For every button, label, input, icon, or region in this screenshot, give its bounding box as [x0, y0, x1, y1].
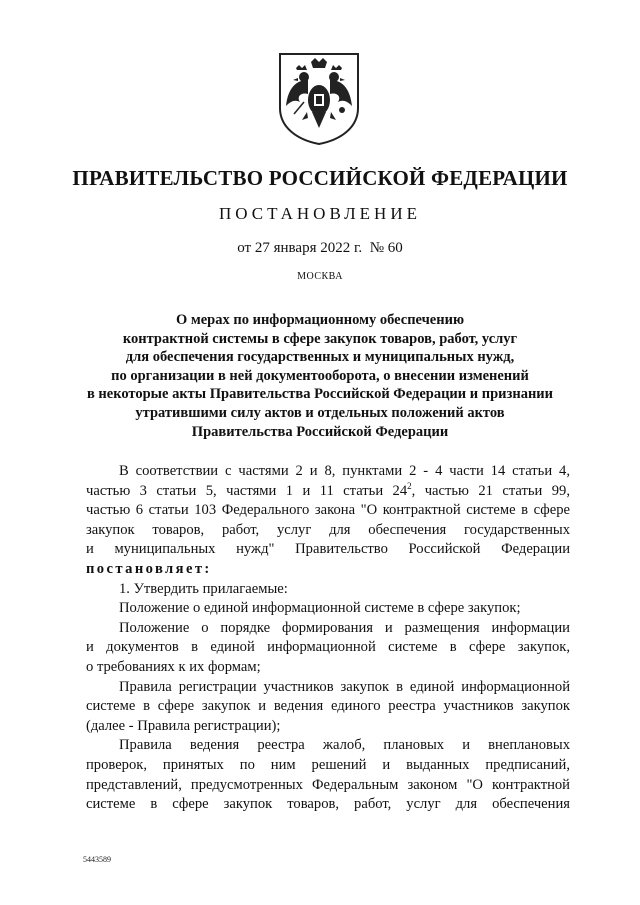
heading-line: в некоторые акты Правительства Российской Федерации и признании [86, 386, 554, 403]
body-line-text: системе в сфере закупок и ведения единого реестра участников закупок [86, 698, 570, 715]
body-line [86, 560, 570, 580]
body-line-text-part: частью 3 статьи 5, частями 1 и 11 статьи 24 [86, 482, 408, 499]
body-line-text: частью 6 статьи 103 Федерального закона "О контрактной системе в сфере [86, 502, 570, 519]
body-line-text: проверок, принятых по ним решений и выданных предписаний, [86, 756, 570, 773]
body-line [86, 717, 570, 737]
body-line [86, 462, 570, 482]
document-date-line [0, 240, 640, 257]
body-line [86, 482, 570, 502]
body-line [86, 521, 570, 541]
heading-line: по организации в ней документооборота, о внесении изменений [111, 367, 529, 384]
body-line-text: Правила ведения реестра жалоб, плановых и внеплановых [119, 737, 570, 754]
heading-line: утратившими силу актов и отдельных положений актов [135, 404, 505, 421]
body-line-text: В соответствии с частями 2 и 8, пунктами 2 - 4 части 14 статьи 4, [119, 463, 570, 479]
body-line-text: представлений, предусмотренных Федеральным законом "О контрактной [86, 776, 570, 793]
body-line [86, 756, 570, 776]
body-line-text [86, 482, 570, 502]
body-line-text: и документов в единой информационной системе в сфере закупок, [86, 639, 570, 656]
body-line [86, 736, 570, 756]
body-line [86, 776, 570, 796]
body-line [86, 619, 570, 639]
document-date: от 27 января 2022 г. [237, 240, 363, 256]
document-number: 60 [387, 240, 403, 256]
document-heading [60, 311, 580, 441]
heading-line: для обеспечения государственных и муниципальных нужд, [125, 349, 515, 366]
document-number-sign: № [369, 240, 384, 256]
body-line-text: системе в сфере закупок товаров, работ, услуг для обеспечения [86, 796, 570, 813]
body-line-text: и муниципальных нужд" Правительство Российской Федерации [86, 541, 570, 558]
body-line [86, 599, 570, 619]
body-line-text: Правила регистрации участников закупок в единой информационной [119, 678, 570, 695]
body-line-text: о требованиях к их формам; [86, 658, 261, 675]
body-line [86, 658, 570, 678]
body-line [86, 540, 570, 560]
document-type: ПОСТАНОВЛЕНИЕ [218, 204, 421, 223]
heading-line: О мерах по информационному обеспечению [175, 312, 465, 328]
body-line [86, 678, 570, 698]
superscript: 2 [407, 480, 412, 491]
city: МОСКВА [297, 271, 343, 282]
body-line [86, 795, 570, 815]
body-line-text: Положение о порядке формирования и размещения информации [119, 619, 570, 636]
heading-line: контрактной системы в сфере закупок товаров, работ, услуг [122, 330, 518, 347]
decree-word: постановляет: [86, 560, 212, 577]
body-line-text: Положение о единой информационной системе в сфере закупок; [119, 600, 521, 617]
document-code: 5443589 [83, 855, 111, 864]
coat-of-arms-icon [274, 50, 364, 146]
heading-line: Правительства Российской Федерации [191, 423, 449, 440]
body-line-text: 1. Утвердить прилагаемые: [119, 580, 288, 597]
body-line [86, 697, 570, 717]
body-line-text-part: , частью 21 статьи 99, [411, 482, 570, 499]
body-line [86, 580, 570, 600]
document-body [86, 462, 570, 815]
body-line [86, 638, 570, 658]
body-line-text: (далее - Правила регистрации); [86, 717, 281, 734]
body-line-text: закупок товаров, работ, услуг для обеспечения государственных [86, 521, 570, 538]
body-line [86, 501, 570, 521]
government-title: ПРАВИТЕЛЬСТВО РОССИЙСКОЙ ФЕДЕРАЦИИ [72, 166, 568, 190]
